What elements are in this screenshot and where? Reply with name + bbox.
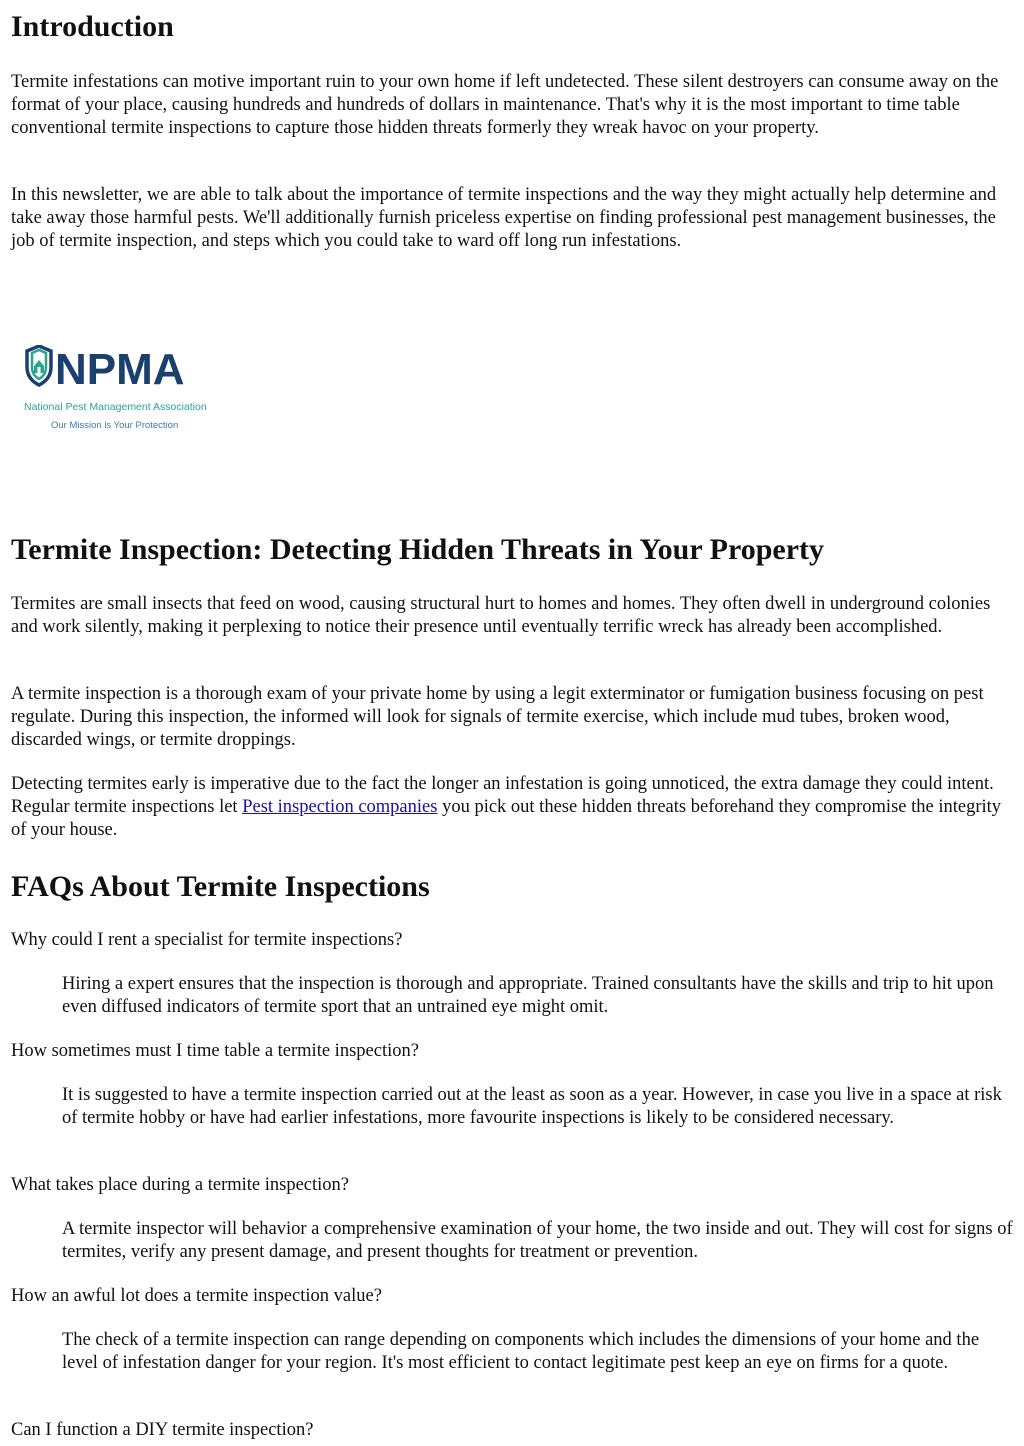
faq-question: What takes place during a termite inspection? (11, 1175, 350, 1195)
shield-house-icon (27, 346, 51, 385)
inspection-paragraph-3-start: Detecting termites early is imperative due to the fact the longer an infestation is going unnoticed, the extra damage they could intent. Regular termite inspections let (11, 774, 994, 818)
faq-item (11, 1285, 1013, 1376)
intro-paragraph-1: Termite infestations can motive important ruin to your own home if left undetected. These silent destroyers can consume away on the format of your place, causing hundreds and hundreds of dollars in maintenance. That's why it is the most important to time table conventional termite inspections to capture those hidden threats formerly they wreak havoc on your property. (11, 72, 999, 139)
faq-item (11, 1040, 1013, 1131)
faq-item (11, 929, 1013, 1020)
intro-paragraph-2: In this newsletter, we are able to talk about the importance of termite inspections and the way they might actually help determine and take away those harmful pests. We'll additionally furnish priceless expertise on finding professional pest management businesses, the job of termite inspection, and steps which you could take to ward off long run infestations. (11, 185, 997, 252)
npma-logo-graphic (23, 345, 243, 440)
inspection-paragraph-3 (11, 773, 1013, 843)
inspection-heading: Termite Inspection: Detecting Hidden Threats in Your Property (11, 533, 825, 566)
faq-heading: FAQs About Termite Inspections (11, 870, 430, 903)
npma-logo (23, 345, 243, 440)
faq-question: Can I function a DIY termite inspection? (11, 1420, 314, 1440)
npma-tagline: Our Mission is Your Protection (51, 420, 179, 431)
npma-full-name: National Pest Management Association (24, 401, 207, 413)
faq-item (11, 1174, 1013, 1265)
faq-answer: Hiring a expert ensures that the inspection is thorough and appropriate. Trained consultants have the skills and trip to hit upon even diffused indicators of termite sport that an untrained eye might omit. (62, 974, 994, 1018)
faq-question: How an awful lot does a termite inspection value? (11, 1286, 382, 1306)
npma-wordmark: NPMA (55, 345, 185, 394)
faq-question: Why could I rent a specialist for termite inspections? (11, 930, 403, 950)
intro-heading: Introduction (11, 10, 174, 43)
faq-item (11, 1419, 1013, 1442)
inspection-paragraph-1: Termites are small insects that feed on wood, causing structural hurt to homes and homes. They often dwell in underground colonies and work silently, making it perplexing to notice their presence until eventually terrific wreck has already been accomplished. (11, 594, 991, 638)
faq-answer: It is suggested to have a termite inspection carried out at the least as soon as a year. However, in case you live in a space at risk of termite hobby or have had earlier infestations, more favourite inspections is likely to be considered necessary. (62, 1085, 1002, 1129)
inspection-paragraph-3-end: you pick out these hidden threats beforehand they compromise the integrity of your house. (11, 797, 1002, 841)
inspection-paragraph-2: A termite inspection is a thorough exam of your private home by using a legit exterminator or fumigation business focusing on pest regulate. During this inspection, the informed will look for signals of termite exercise, which include mud tubes, broken wood, discarded wings, or termite droppings. (11, 684, 984, 751)
faq-answer: A termite inspector will behavior a comprehensive examination of your home, the two inside and out. They will cost for signs of termites, verify any present damage, and present thoughts for treatment or prevention. (62, 1219, 1013, 1263)
pest-inspection-companies-link[interactable]: Pest inspection companies (242, 797, 438, 818)
faq-question: How sometimes must I time table a termite inspection? (11, 1041, 419, 1061)
faq-answer: The check of a termite inspection can range depending on components which includes the dimensions of your home and the level of infestation danger for your region. It's most efficient to contact legitimate pest keep an eye on firms for a quote. (62, 1330, 980, 1374)
